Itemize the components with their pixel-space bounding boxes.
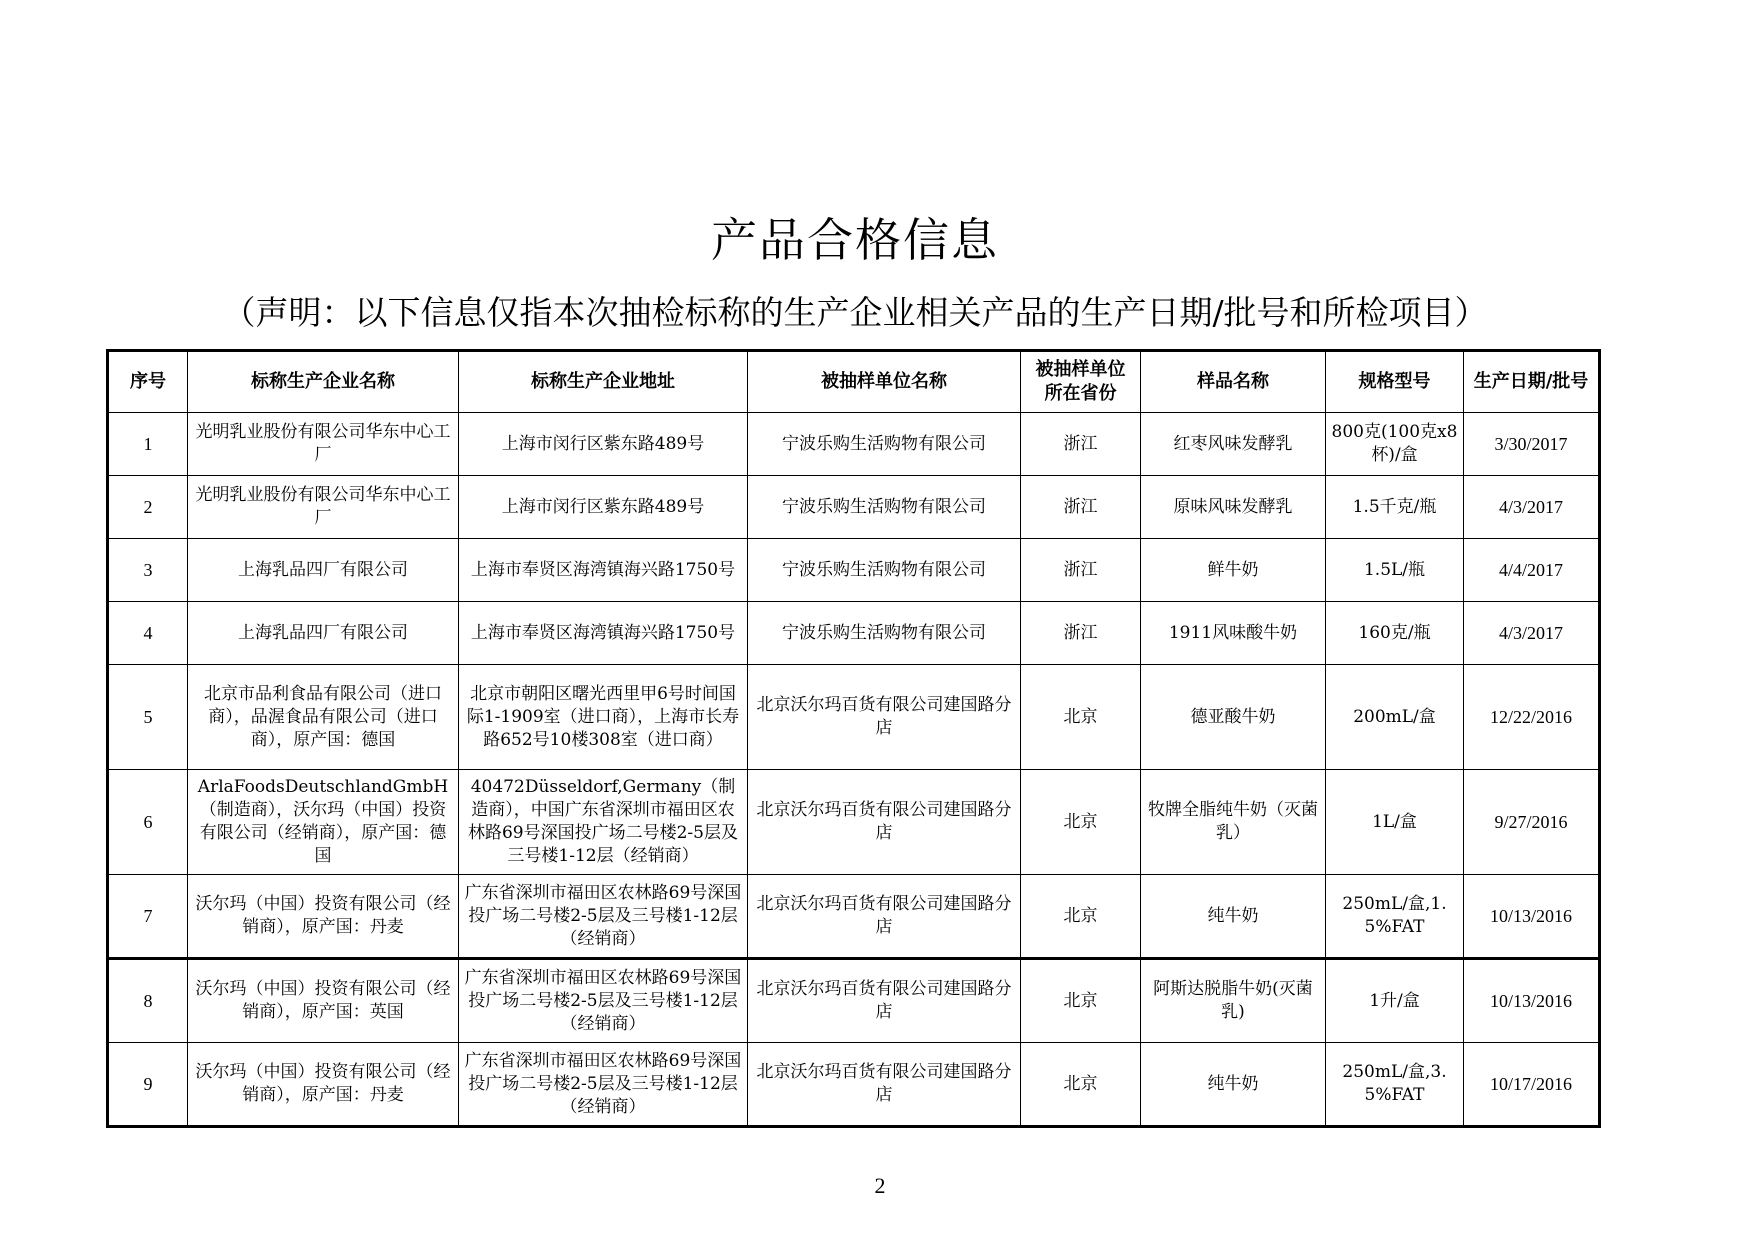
page-title: 产品合格信息 bbox=[711, 213, 999, 267]
cell-date-batch: 4/3/2017 bbox=[1464, 602, 1600, 665]
cell-seq: 7 bbox=[108, 875, 188, 959]
cell-spec: 1.5L/瓶 bbox=[1326, 539, 1464, 602]
cell-seq: 9 bbox=[108, 1043, 188, 1127]
cell-spec: 1.5千克/瓶 bbox=[1326, 476, 1464, 539]
cell-spec: 250mL/盒,3.5%FAT bbox=[1326, 1043, 1464, 1127]
cell-sample-name: 鲜牛奶 bbox=[1141, 539, 1326, 602]
cell-spec: 250mL/盒,1.5%FAT bbox=[1326, 875, 1464, 959]
cell-company-address: 北京市朝阳区曙光西里甲6号时间国际1-1909室（进口商），上海市长寿路652号10楼308室（进口商） bbox=[459, 665, 748, 770]
cell-company-address: 上海市闵行区紫东路489号 bbox=[459, 476, 748, 539]
cell-date-batch: 10/17/2016 bbox=[1464, 1043, 1600, 1127]
header-sampled-unit: 被抽样单位名称 bbox=[748, 351, 1021, 413]
cell-province: 浙江 bbox=[1021, 539, 1141, 602]
table-row bbox=[108, 959, 1600, 1043]
header-company-address: 标称生产企业地址 bbox=[459, 351, 748, 413]
cell-company-address: 上海市闵行区紫东路489号 bbox=[459, 413, 748, 476]
cell-sampled-unit: 北京沃尔玛百货有限公司建国路分店 bbox=[748, 770, 1021, 875]
cell-spec: 160克/瓶 bbox=[1326, 602, 1464, 665]
cell-sample-name: 红枣风味发酵乳 bbox=[1141, 413, 1326, 476]
table-row bbox=[108, 770, 1600, 875]
cell-sample-name: 牧牌全脂纯牛奶（灭菌乳） bbox=[1141, 770, 1326, 875]
header-seq: 序号 bbox=[108, 351, 188, 413]
table-row bbox=[108, 665, 1600, 770]
header-date-batch: 生产日期/批号 bbox=[1464, 351, 1600, 413]
cell-sample-name: 原味风味发酵乳 bbox=[1141, 476, 1326, 539]
cell-sampled-unit: 宁波乐购生活购物有限公司 bbox=[748, 413, 1021, 476]
header-sample-name: 样品名称 bbox=[1141, 351, 1326, 413]
cell-province: 北京 bbox=[1021, 770, 1141, 875]
table-header-row bbox=[108, 351, 1600, 413]
cell-seq: 2 bbox=[108, 476, 188, 539]
cell-sampled-unit: 北京沃尔玛百货有限公司建国路分店 bbox=[748, 1043, 1021, 1127]
cell-province: 浙江 bbox=[1021, 476, 1141, 539]
cell-date-batch: 10/13/2016 bbox=[1464, 875, 1600, 959]
header-company-name: 标称生产企业名称 bbox=[188, 351, 459, 413]
cell-seq: 5 bbox=[108, 665, 188, 770]
cell-company-address: 广东省深圳市福田区农林路69号深国投广场二号楼2-5层及三号楼1-12层（经销商） bbox=[459, 875, 748, 959]
cell-seq: 4 bbox=[108, 602, 188, 665]
cell-date-batch: 4/3/2017 bbox=[1464, 476, 1600, 539]
cell-date-batch: 12/22/2016 bbox=[1464, 665, 1600, 770]
header-province: 被抽样单位所在省份 bbox=[1021, 351, 1141, 413]
cell-sample-name: 德亚酸牛奶 bbox=[1141, 665, 1326, 770]
cell-company-address: 广东省深圳市福田区农林路69号深国投广场二号楼2-5层及三号楼1-12层（经销商） bbox=[459, 959, 748, 1043]
cell-spec: 800克(100克x8杯)/盒 bbox=[1326, 413, 1464, 476]
cell-company-name: 北京市品利食品有限公司（进口商），品渥食品有限公司（进口商），原产国：德国 bbox=[188, 665, 459, 770]
cell-seq: 8 bbox=[108, 959, 188, 1043]
cell-company-name: ArlaFoodsDeutschlandGmbH（制造商），沃尔玛（中国）投资有限公司（经销商），原产国：德国 bbox=[188, 770, 459, 875]
cell-sampled-unit: 宁波乐购生活购物有限公司 bbox=[748, 602, 1021, 665]
cell-company-address: 广东省深圳市福田区农林路69号深国投广场二号楼2-5层及三号楼1-12层（经销商） bbox=[459, 1043, 748, 1127]
table-row bbox=[108, 476, 1600, 539]
cell-seq: 6 bbox=[108, 770, 188, 875]
cell-company-address: 上海市奉贤区海湾镇海兴路1750号 bbox=[459, 539, 748, 602]
cell-company-name: 沃尔玛（中国）投资有限公司（经销商），原产国：丹麦 bbox=[188, 1043, 459, 1127]
cell-sampled-unit: 北京沃尔玛百货有限公司建国路分店 bbox=[748, 665, 1021, 770]
cell-sample-name: 阿斯达脱脂牛奶(灭菌乳) bbox=[1141, 959, 1326, 1043]
cell-sample-name: 1911风味酸牛奶 bbox=[1141, 602, 1326, 665]
cell-company-name: 光明乳业股份有限公司华东中心工厂 bbox=[188, 413, 459, 476]
table-row bbox=[108, 539, 1600, 602]
cell-date-batch: 4/4/2017 bbox=[1464, 539, 1600, 602]
page-subtitle: （声明：以下信息仅指本次抽检标称的生产企业相关产品的生产日期/批号和所检项目） bbox=[222, 293, 1488, 332]
cell-company-name: 沃尔玛（中国）投资有限公司（经销商），原产国：英国 bbox=[188, 959, 459, 1043]
cell-company-address: 40472Düsseldorf,Germany（制造商），中国广东省深圳市福田区农林路69号深国投广场二号楼2-5层及三号楼1-12层（经销商） bbox=[459, 770, 748, 875]
cell-province: 北京 bbox=[1021, 1043, 1141, 1127]
cell-spec: 1升/盒 bbox=[1326, 959, 1464, 1043]
cell-spec: 200mL/盒 bbox=[1326, 665, 1464, 770]
cell-sampled-unit: 北京沃尔玛百货有限公司建国路分店 bbox=[748, 959, 1021, 1043]
table-row bbox=[108, 413, 1600, 476]
cell-date-batch: 3/30/2017 bbox=[1464, 413, 1600, 476]
cell-sample-name: 纯牛奶 bbox=[1141, 1043, 1326, 1127]
cell-date-batch: 9/27/2016 bbox=[1464, 770, 1600, 875]
table-row bbox=[108, 875, 1600, 959]
table-row bbox=[108, 1043, 1600, 1127]
cell-company-name: 光明乳业股份有限公司华东中心工厂 bbox=[188, 476, 459, 539]
cell-date-batch: 10/13/2016 bbox=[1464, 959, 1600, 1043]
cell-company-name: 上海乳品四厂有限公司 bbox=[188, 539, 459, 602]
cell-company-name: 沃尔玛（中国）投资有限公司（经销商），原产国：丹麦 bbox=[188, 875, 459, 959]
cell-sample-name: 纯牛奶 bbox=[1141, 875, 1326, 959]
cell-province: 浙江 bbox=[1021, 602, 1141, 665]
cell-province: 北京 bbox=[1021, 959, 1141, 1043]
cell-province: 浙江 bbox=[1021, 413, 1141, 476]
cell-sampled-unit: 北京沃尔玛百货有限公司建国路分店 bbox=[748, 875, 1021, 959]
product-table bbox=[106, 349, 1601, 1128]
cell-seq: 3 bbox=[108, 539, 188, 602]
cell-province: 北京 bbox=[1021, 875, 1141, 959]
cell-sampled-unit: 宁波乐购生活购物有限公司 bbox=[748, 476, 1021, 539]
table-row bbox=[108, 602, 1600, 665]
cell-province: 北京 bbox=[1021, 665, 1141, 770]
cell-sampled-unit: 宁波乐购生活购物有限公司 bbox=[748, 539, 1021, 602]
cell-company-name: 上海乳品四厂有限公司 bbox=[188, 602, 459, 665]
header-spec: 规格型号 bbox=[1326, 351, 1464, 413]
cell-seq: 1 bbox=[108, 413, 188, 476]
cell-spec: 1L/盒 bbox=[1326, 770, 1464, 875]
cell-company-address: 上海市奉贤区海湾镇海兴路1750号 bbox=[459, 602, 748, 665]
page-number: 2 bbox=[874, 1173, 886, 1198]
